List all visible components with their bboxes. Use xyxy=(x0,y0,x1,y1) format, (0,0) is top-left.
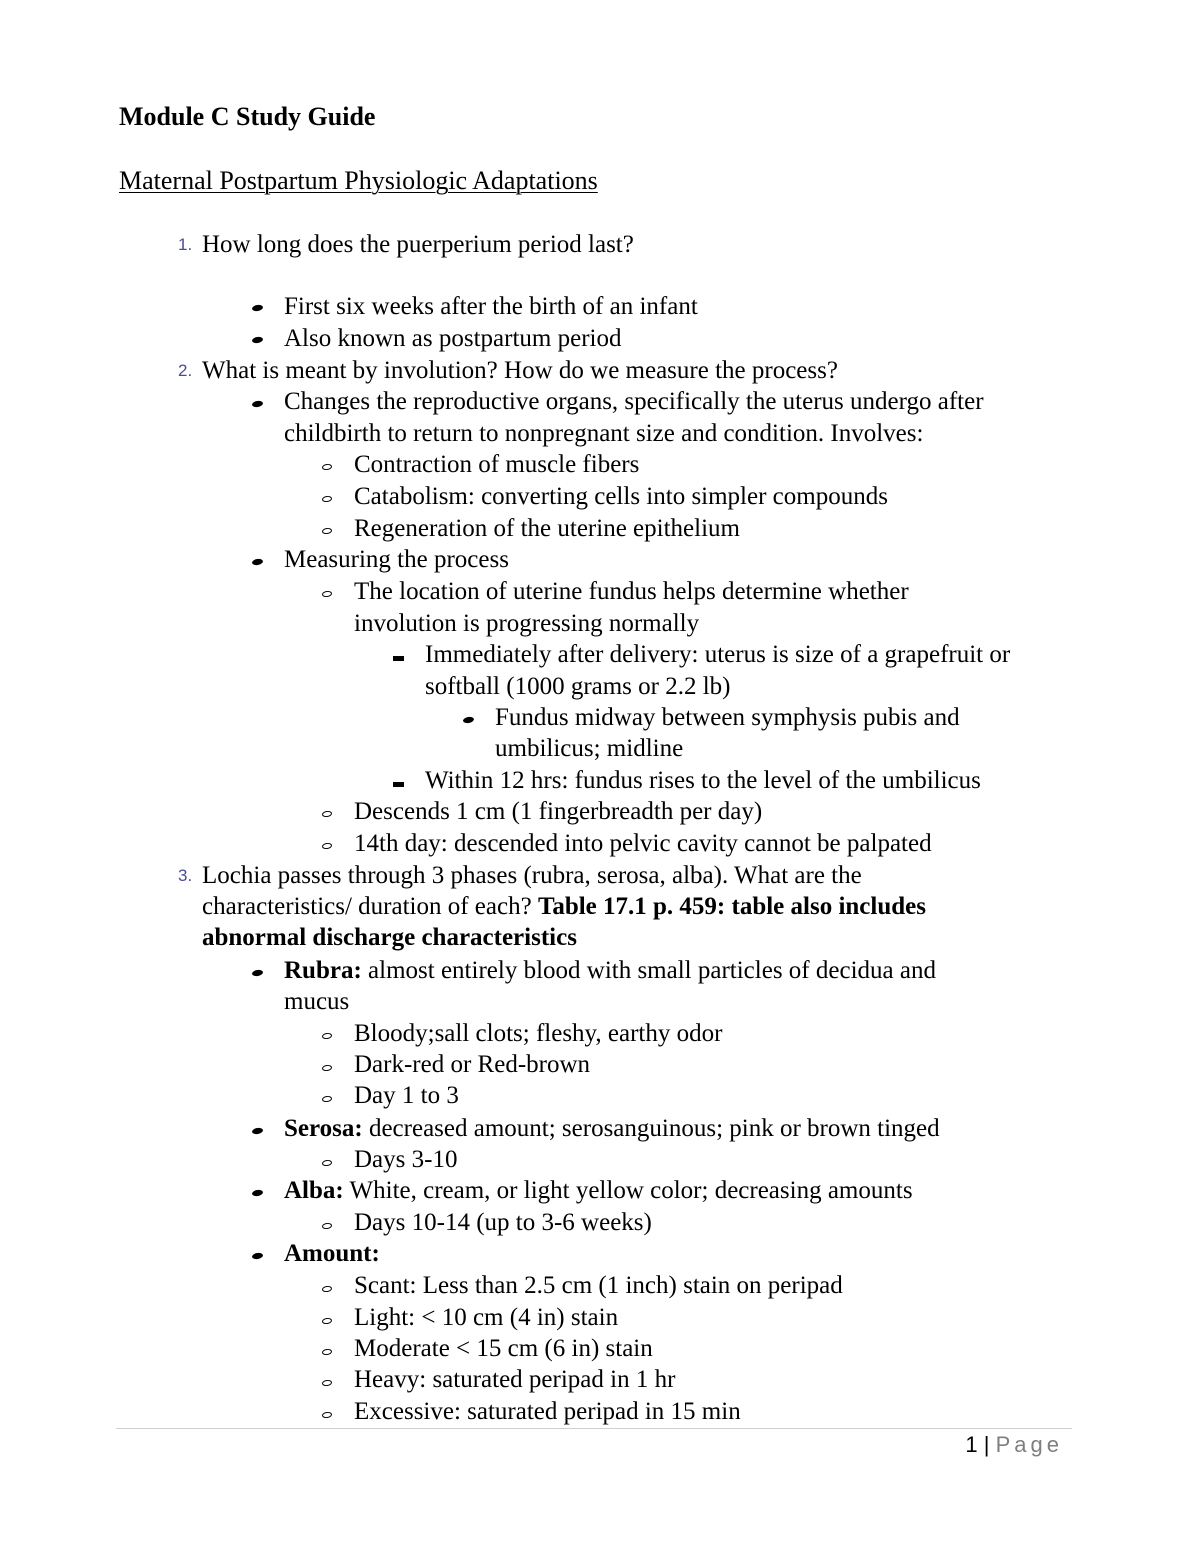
section-heading: Maternal Postpartum Physiologic Adaptations xyxy=(119,166,598,195)
item-text: decreased amount; serosanguinous; pink or brown tinged xyxy=(362,1115,940,1142)
hollow-bullet-icon xyxy=(322,842,333,849)
question-text: Lochia passes through 3 phases (rubra, serosa, alba). What are the xyxy=(202,862,862,889)
list-item xyxy=(284,955,936,986)
bullet-icon xyxy=(252,336,264,344)
list-item xyxy=(284,1175,913,1206)
hollow-bullet-icon xyxy=(322,1222,333,1229)
list-item: Bloody;sall clots; fleshy, earthy odor xyxy=(354,1020,723,1047)
list-item: Contraction of muscle fibers xyxy=(354,451,640,478)
list-item: Within 12 hrs: fundus rises to the level of the umbilicus xyxy=(425,767,981,794)
list-item: Fundus midway between symphysis pubis and xyxy=(495,704,960,731)
item-text: White, cream, or light yellow color; decreasing amounts xyxy=(343,1177,913,1204)
footer-separator: | xyxy=(977,1432,996,1457)
hollow-bullet-icon xyxy=(322,1317,333,1324)
item-label: Rubra: xyxy=(284,957,362,984)
square-bullet-icon xyxy=(393,782,404,787)
bullet-icon xyxy=(252,969,264,977)
list-item: Changes the reproductive organs, specifically the uterus undergo after xyxy=(284,388,984,415)
item-text: almost entirely blood with small particles of decidua and xyxy=(361,957,936,984)
page-footer xyxy=(965,1430,1063,1460)
hollow-bullet-icon xyxy=(322,810,333,817)
bullet-icon xyxy=(252,1127,264,1135)
list-item-continuation: umbilicus; midline xyxy=(495,735,684,762)
list-item: Descends 1 cm (1 fingerbreadth per day) xyxy=(354,798,763,825)
list-item: First six weeks after the birth of an infant xyxy=(284,293,698,320)
list-item: Days 3-10 xyxy=(354,1146,458,1173)
list-number: 2. xyxy=(178,361,193,380)
bullet-icon xyxy=(252,1252,264,1260)
hollow-bullet-icon xyxy=(322,1285,333,1292)
bullet-icon xyxy=(252,304,264,312)
list-item-continuation: involution is progressing normally xyxy=(354,610,700,637)
square-bullet-icon xyxy=(393,656,404,661)
item-label: Alba: xyxy=(284,1177,344,1204)
hollow-bullet-icon xyxy=(322,1379,333,1386)
list-item xyxy=(284,1113,940,1144)
list-item: Light: < 10 cm (4 in) stain xyxy=(354,1304,619,1331)
list-item: Day 1 to 3 xyxy=(354,1082,459,1109)
list-item: Measuring the process xyxy=(284,546,509,573)
list-item: Heavy: saturated peripad in 1 hr xyxy=(354,1366,676,1393)
hollow-bullet-icon xyxy=(322,1411,333,1418)
bullet-icon xyxy=(252,558,264,566)
hollow-bullet-icon xyxy=(322,1159,333,1166)
textbook-reference-continuation: abnormal discharge characteristics xyxy=(202,924,577,951)
hollow-bullet-icon xyxy=(322,527,333,534)
list-item: Regeneration of the uterine epithelium xyxy=(354,515,740,542)
list-item: The location of uterine fundus helps determine whether xyxy=(354,578,909,605)
bullet-icon xyxy=(252,1189,264,1197)
hollow-bullet-icon xyxy=(322,1095,333,1102)
hollow-bullet-icon xyxy=(322,463,333,470)
list-item: Amount: xyxy=(284,1240,380,1267)
list-item-continuation: mucus xyxy=(284,988,350,1015)
list-item-continuation: softball (1000 grams or 2.2 lb) xyxy=(425,673,731,700)
bullet-icon xyxy=(463,716,475,724)
hollow-bullet-icon xyxy=(322,1064,333,1071)
list-item-continuation: childbirth to return to nonpregnant size and condition. Involves: xyxy=(284,420,924,447)
question-text-continuation xyxy=(202,891,926,922)
list-item: Moderate < 15 cm (6 in) stain xyxy=(354,1335,653,1362)
question-text: How long does the puerperium period last? xyxy=(202,231,634,258)
footer-divider xyxy=(116,1428,1072,1429)
page-label: Page xyxy=(995,1432,1063,1457)
hollow-bullet-icon xyxy=(322,495,333,502)
bullet-icon xyxy=(252,400,264,408)
list-item: Scant: Less than 2.5 cm (1 inch) stain on peripad xyxy=(354,1272,843,1299)
list-number: 3. xyxy=(178,866,193,885)
question-text: What is meant by involution? How do we measure the process? xyxy=(202,357,838,384)
textbook-reference: Table 17.1 p. 459: table also includes xyxy=(537,893,926,920)
list-item: Days 10-14 (up to 3-6 weeks) xyxy=(354,1209,652,1236)
list-item: Dark-red or Red-brown xyxy=(354,1051,591,1078)
list-item: Also known as postpartum period xyxy=(284,325,622,352)
item-label: Serosa: xyxy=(284,1115,363,1142)
page-title: Module C Study Guide xyxy=(119,102,376,131)
list-item: Immediately after delivery: uterus is size of a grapefruit or xyxy=(425,641,1011,668)
question-text-part: characteristics/ duration of each? xyxy=(202,893,538,920)
page-number: 1 xyxy=(965,1432,978,1457)
list-item: Excessive: saturated peripad in 15 min xyxy=(354,1398,741,1425)
hollow-bullet-icon xyxy=(322,590,333,597)
hollow-bullet-icon xyxy=(322,1348,333,1355)
list-number: 1. xyxy=(178,235,193,254)
hollow-bullet-icon xyxy=(322,1032,333,1039)
list-item: 14th day: descended into pelvic cavity cannot be palpated xyxy=(354,830,932,857)
list-item: Catabolism: converting cells into simpler compounds xyxy=(354,483,888,510)
